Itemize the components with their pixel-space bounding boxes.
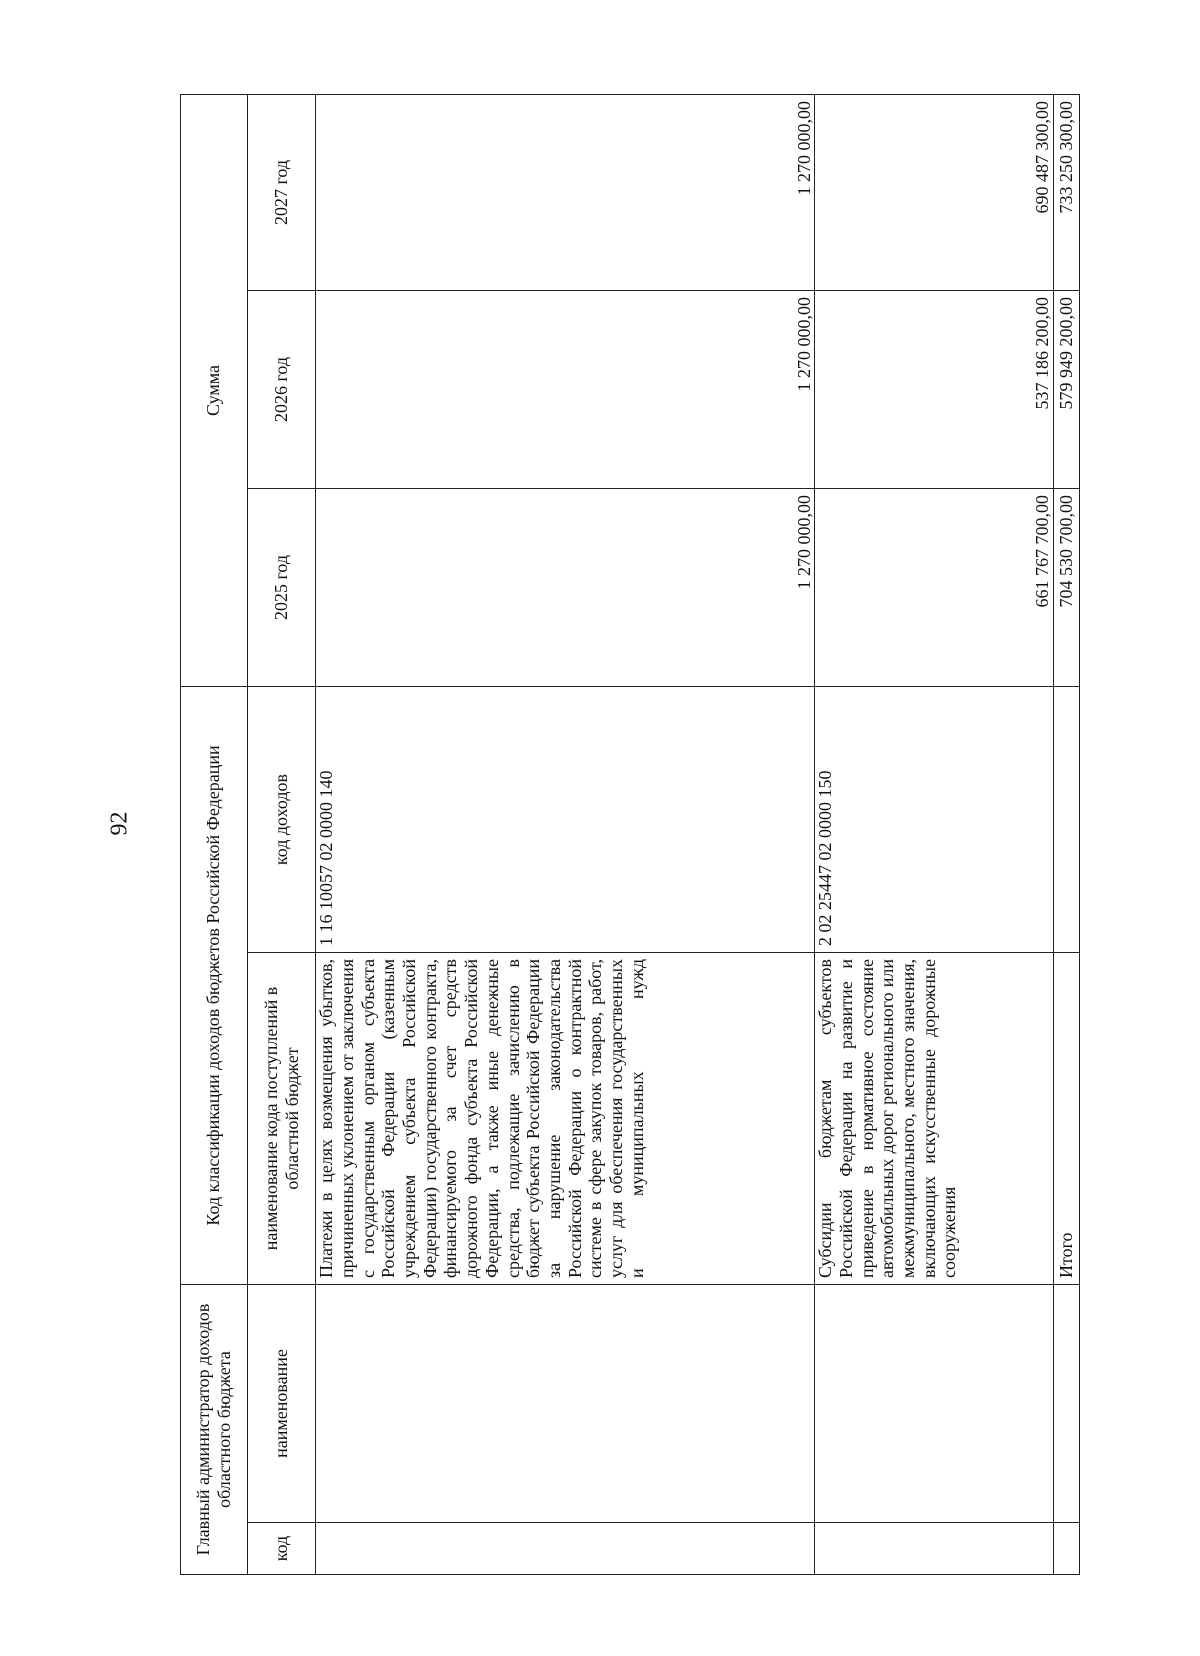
- row-income-code: 2 02 25447 02 0000 150: [815, 687, 1053, 953]
- budget-revenue-table: [180, 94, 1080, 1575]
- header-year-2025: 2025 год: [247, 489, 316, 687]
- total-admin-name: [1053, 1285, 1079, 1523]
- header-income-code: код доходов: [247, 687, 316, 953]
- row-value-2025: 1 270 000,00: [316, 489, 815, 687]
- row-income-name: [815, 953, 1053, 1285]
- row-admin-code: [815, 1523, 1053, 1575]
- income-description: Субсидии бюджетам субъектов Российской Федерации на развитие и приведение в нормативное состояние автомобильных дорог регионального или межмуниципального, местного значения, включающих искусственные дорожные сооружения: [815, 959, 960, 1278]
- row-value-2026: 1 270 000,00: [316, 291, 815, 489]
- header-year-2026: 2026 год: [247, 291, 316, 489]
- page-number: 92: [106, 811, 133, 836]
- row-income-name: [316, 953, 815, 1285]
- header-admin-name: наименование: [247, 1285, 316, 1523]
- total-value-2026: 579 949 200,00: [1053, 291, 1079, 489]
- row-admin-code: [316, 1523, 815, 1575]
- total-income-code: [1053, 687, 1079, 953]
- row-admin-name: [316, 1285, 815, 1523]
- header-year-2027: 2027 год: [247, 94, 316, 290]
- total-value-2025: 704 530 700,00: [1053, 489, 1079, 687]
- total-label: Итого: [1053, 953, 1079, 1285]
- table-row: [815, 94, 1053, 1574]
- header-income-name: наименование кода поступлений в областной бюджет: [247, 953, 316, 1285]
- total-row: [1053, 94, 1079, 1574]
- row-value-2026: 537 186 200,00: [815, 291, 1053, 489]
- header-sum-group: Сумма: [181, 94, 248, 686]
- rotated-page: [180, 95, 1080, 1575]
- header-admin-code: код: [247, 1523, 316, 1575]
- row-value-2027: 1 270 000,00: [316, 94, 815, 290]
- total-admin-code: [1053, 1523, 1079, 1575]
- income-description: Платежи в целях возмещения убытков, причиненных уклонением от заключения с государственным органом субъекта Российской Федерации (казенным учреждением субъекта Российской Федерации) государственного контракта, финансируемого за счет средств дорожного фонда субъекта Российской Федерации, а также иные денежные средства, подлежащие зачислению в бюджет субъекта Российской Федерации за нарушение законодательства Российской Федерации о контрактной системе в сфере закупок товаров, работ, услуг для обеспечения государственных и муниципальных нужд: [316, 959, 647, 1278]
- row-admin-name: [815, 1285, 1053, 1523]
- header-admin-group: Главный администратор доходов областного бюджета: [181, 1285, 248, 1575]
- table-row: [316, 94, 815, 1574]
- header-classification-group: Код классификации доходов бюджетов Российской Федерации: [181, 687, 248, 1285]
- row-value-2025: 661 767 700,00: [815, 489, 1053, 687]
- row-income-code: 1 16 10057 02 0000 140: [316, 687, 815, 953]
- total-value-2027: 733 250 300,00: [1053, 94, 1079, 290]
- row-value-2027: 690 487 300,00: [815, 94, 1053, 290]
